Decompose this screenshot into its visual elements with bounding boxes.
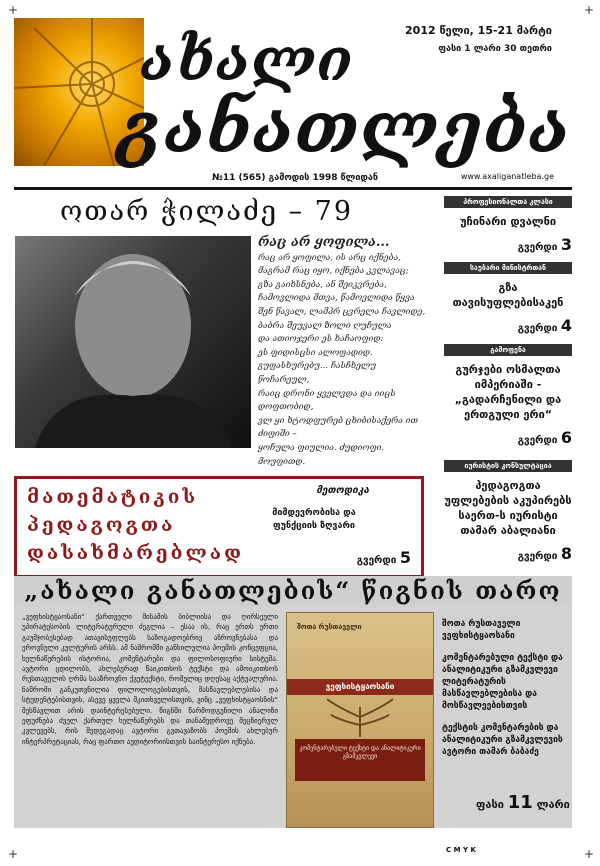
page-headline: ოთარ ჭილაძე – 79 bbox=[60, 196, 354, 227]
sidebar-teaser-text: გზა თავისუფლებისაკენ bbox=[452, 281, 564, 309]
crop-mark: + bbox=[584, 847, 595, 861]
poem-line: ყოჩულა ფიულია. ძუდიოფი. მოუფითდ. bbox=[258, 442, 385, 467]
poem-line: რაც არ ყოფილა, ის არც იქნება, bbox=[258, 252, 401, 263]
sidebar-teaser-text: გურჯები ოსმალთა იმპერიაში - „გადარჩენილი და ერთგული ერი“ bbox=[454, 363, 562, 421]
math-box-subtitle: მიმდევრობისა და ფუნქციის ზღვარი bbox=[272, 508, 356, 531]
sidebar-teaser-2[interactable] bbox=[444, 262, 572, 335]
sidebar-page-ref: გვერდი 8 bbox=[517, 544, 572, 563]
book-cover-title: ვეფხისტყაოსანი bbox=[287, 679, 433, 695]
poem-line: რაიც დრონი ყველვდა და იიცს დოფთობიდ, bbox=[258, 388, 396, 413]
masthead-title-line2: განათლება bbox=[118, 86, 571, 169]
issue-price: ფასი 1 ლარი 30 თეთრი bbox=[438, 44, 552, 54]
cmyk-color-bar: C M Y K bbox=[446, 846, 476, 854]
poem-line: შენ წავალ, ლამპრ ცვრელა ჩავლიდე, bbox=[258, 306, 426, 317]
poem-line: ვლ ყი ხტოდფურებ ცხიბისაქერა ით ძიფიში – bbox=[258, 415, 418, 440]
poem-block bbox=[258, 236, 428, 469]
sidebar-teaser-text: პედაგოგთა უფლებების აკუპირებს საერთ-ს იურისტი თამარ აბალიანი bbox=[444, 479, 572, 537]
math-box-page-ref: გვერდი 5 bbox=[356, 548, 411, 567]
book-shelf-text: „ვეფხისტყაოსანი“ ქართველი მისამის ბიბლიისა და ღირსეული უპირატესობის ლიტერატურული ძეგლია – ესაა ის, რაც ერთს ერთი გაუმჯობესებად ათავისუფლებს საზოგადოებრივ აზროვნებასა და ეროვნული კულტურის არსს. ამ ნაშრომში განხილულია პოემის კონცეფცია, ხელნაწერების ისტორია, კომენტარები და ფილოსოფიური სისტემა. ავტორი ცდილობს, ახლებურად წაიკითხოს ტექსტი და ამოიკითხოს რუსთაველის ღრმა სააზროვნო ქვეტექსტი, რომელიც დღესაც აქტუალურია. ნაშრომი განკუთვნილია ფილოლოგებისთვის, მასწავლებლებისა და სტუდენტებისთვის, ასევე ყველა მკითხველისთვის, ვინც „ვეფხისტყაოსნის“ შესწავლით არის დაინტერესებული. წიგნში წარმოდგენილი ანალიზი ეფუძნება ძველ ქართულ ხელნაწერებს და თანამედროვე მეცნიერულ კვლევებს, რის შედეგადაც ავტორი გვთავაზობს პოემის ახლებურ ინტერპრეტაციას, რაც ფართო აუდიტორიისთვის საინტერესო იქნება. bbox=[22, 613, 278, 746]
issue-number: №11 (565) გამოდის 1998 წლიდან bbox=[212, 173, 378, 183]
poem-line: გუფასხურებუ... ჩასჩხელუ წოჩარეულ, bbox=[258, 361, 377, 385]
math-box-rubric: მეთოდიკა bbox=[316, 485, 369, 496]
author-portrait-photo bbox=[15, 236, 251, 448]
sidebar-teaser-3[interactable] bbox=[444, 344, 572, 447]
masthead-rule bbox=[14, 187, 572, 190]
poem-line: ეს ფიდისცსი ალოფადიდ. bbox=[258, 347, 373, 358]
sidebar-page-ref: გვერდი 4 bbox=[517, 316, 572, 335]
book-cover-image bbox=[286, 612, 434, 828]
sidebar-rubric: პროფესიონალთა კლასი bbox=[444, 196, 572, 208]
math-teacher-box[interactable] bbox=[14, 476, 424, 578]
book-info-line: ტექსტის კომენტარების და ანალიტიკური გზამკვლევის ავტორი თამარ ბაბაძე bbox=[442, 723, 563, 757]
book-info bbox=[442, 618, 566, 768]
sidebar-page-ref: გვერდი 3 bbox=[517, 235, 572, 254]
math-box-title: მათემატიკის პედაგოგთა დასახმარებლად bbox=[27, 486, 244, 564]
book-shelf-heading: „ახალი განათლების“ წიგნის თარო bbox=[14, 576, 572, 606]
crop-mark: + bbox=[8, 847, 19, 861]
sidebar-rubric: საუბარი მინისტრთან bbox=[444, 262, 572, 274]
sidebar-teaser-text: უჩინარი დვალნი bbox=[459, 215, 557, 228]
sidebar-teaser-4[interactable] bbox=[444, 460, 572, 563]
sidebar-rubric: იურისტის კონსულტაცია bbox=[444, 460, 572, 472]
book-cover-description: კომენტარებული ტექსტი და ანალიტიკური გზამკვლევი bbox=[295, 739, 425, 781]
book-info-line: შოთა რუსთაველი ვეფხისტყაოსანი bbox=[442, 619, 521, 641]
poem-line: ბაბრა შეუვალ ზოლი ღუჩულა bbox=[258, 320, 392, 331]
masthead-title-line1: ახალი bbox=[140, 26, 354, 94]
crop-mark: + bbox=[8, 3, 19, 17]
sidebar-rubric: გამოფენა bbox=[444, 344, 572, 356]
poem-line: ჩამოვლიდა მთვა, წამოვლიდა წყვა bbox=[258, 293, 415, 304]
poem-line: მაგრამ რაც იყო, იქნება კვლავაც; bbox=[258, 266, 409, 277]
sidebar-page-ref: გვერდი 6 bbox=[517, 428, 572, 447]
poem-title: რაც არ ყოფილა... bbox=[258, 235, 390, 250]
crop-mark: + bbox=[584, 3, 595, 17]
book-info-line: კომენტარებული ტექსტი და ანალიტიკური გზამკვლევი ლიტერატურის მასწავლებლებისა და მოსწავლეებისთვის bbox=[442, 653, 563, 711]
poem-line: გზა გაიხსნება, ან შეიკვრება, bbox=[258, 279, 387, 290]
website-link[interactable]: www.axaliganatleba.ge bbox=[460, 172, 554, 181]
book-cover-author: შოთა რუსთაველი bbox=[297, 623, 362, 631]
issue-date: 2012 წელი, 15-21 მარტი bbox=[405, 24, 552, 37]
book-price: ფასი 11 ლარი bbox=[476, 792, 570, 813]
poem-line: და ათიოჯერი ეს ხაჩაოფიდ: bbox=[258, 334, 384, 345]
sidebar-teaser-1[interactable] bbox=[444, 196, 572, 254]
